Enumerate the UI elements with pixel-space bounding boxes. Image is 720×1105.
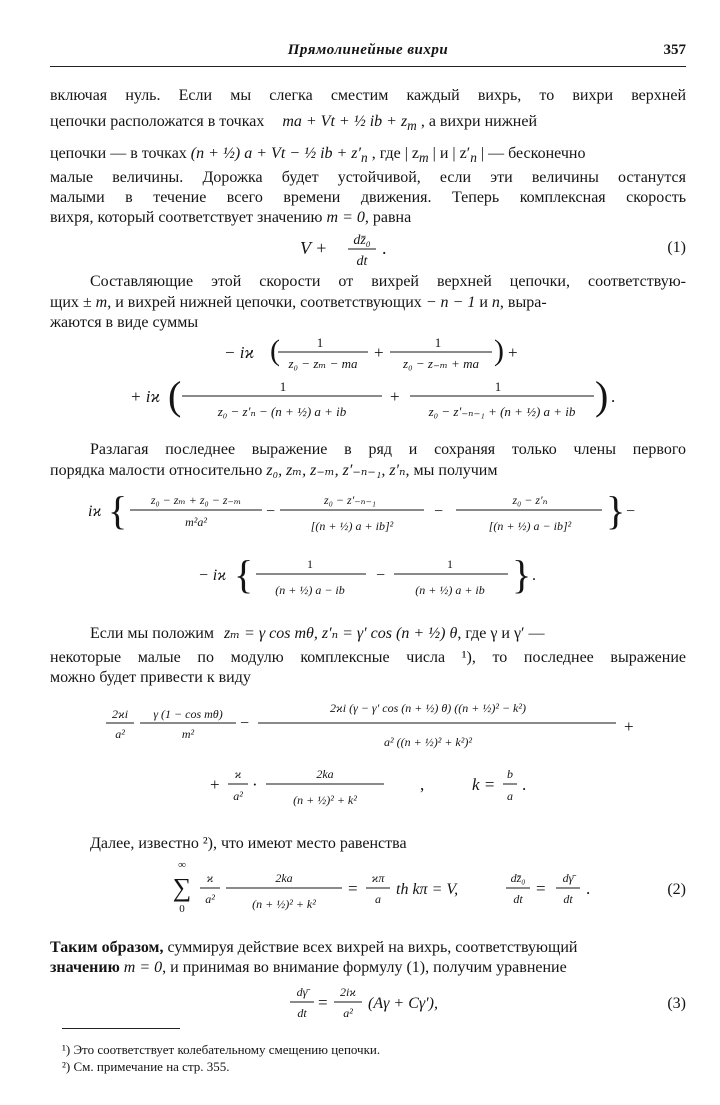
text: вихря, который соответствует значению xyxy=(50,209,323,226)
eq2-f1-num: ϰ xyxy=(206,871,214,885)
sum-r1-f1-den: z₀ − zₘ − ma xyxy=(288,356,358,371)
footnote-1: ¹) Это соответствует колебательному смещению цепочки. xyxy=(62,1042,381,1057)
plus: + xyxy=(624,717,634,736)
sum-r2-post: . xyxy=(611,387,616,406)
red-f2-den: m² xyxy=(181,727,195,741)
red-f4-den: a² xyxy=(233,789,243,803)
sum-sign: ∑ xyxy=(172,873,192,902)
eq2-tail: . xyxy=(586,879,591,898)
eq1-denominator: dt xyxy=(356,254,368,269)
footnote-rule xyxy=(62,1028,180,1029)
brace-right: } xyxy=(606,488,626,533)
text: щих xyxy=(50,294,79,311)
sum-r1-pre: − iϰ xyxy=(224,343,254,362)
k-tail: . xyxy=(522,775,527,794)
paragraph-1-line-6 xyxy=(50,208,686,228)
equals: = xyxy=(536,879,546,898)
inline-math: − n − 1 xyxy=(425,294,476,311)
eq2-f1-den: a² xyxy=(205,892,215,906)
paragraph-2-line-3: жаются в виде суммы xyxy=(50,314,199,331)
subscript-n: n xyxy=(361,150,368,166)
exp-r1-f2-den: [(n + ½) a + ib]² xyxy=(310,519,394,533)
eq3-rhs: (Aγ + Cγ′), xyxy=(368,995,439,1012)
subscript-m: m xyxy=(407,118,417,134)
eq2-f2-den: (n + ½)² + k² xyxy=(252,897,316,911)
paragraph-4-line-1 xyxy=(90,624,720,644)
brace-left: { xyxy=(234,552,254,597)
equation-2 xyxy=(170,856,610,928)
text: порядка малости относительно xyxy=(50,462,263,479)
reduced-expression xyxy=(100,688,660,820)
exp-r1-pre: iϰ xyxy=(88,503,102,520)
red-f4-num: ϰ xyxy=(234,767,242,781)
lower-chain-point: (n + ½) a + Vt − ½ ib + z′ xyxy=(190,145,362,162)
eq2-f2-num: 2ka xyxy=(275,871,293,885)
brace-right: } xyxy=(512,552,532,597)
running-header xyxy=(50,42,686,64)
inline-math: z₀, zₘ, z₋ₘ, z′₋ₙ₋₁, z′ₙ xyxy=(266,462,406,479)
text: цепочки — в точках xyxy=(50,145,187,162)
page-number: 357 xyxy=(663,42,686,58)
red-r2-pre: + xyxy=(210,775,220,794)
sum-r2-f2-num: 1 xyxy=(494,379,502,394)
sum-r2-pre: + iϰ xyxy=(130,387,160,406)
eq2-f5-den: dt xyxy=(563,892,573,906)
equals: = xyxy=(318,993,328,1012)
red-f3-num: 2ϰi (γ − γ′ cos (n + ½) θ) ((n + ½)² − k²) xyxy=(330,701,526,715)
running-title: Прямолинейные вихри xyxy=(287,42,449,58)
comma: , xyxy=(420,775,425,794)
dot: · xyxy=(252,775,258,794)
footnote-2: ²) См. примечание на стр. 355. xyxy=(62,1059,230,1074)
exp-r1-f2-num: z₀ − z′₋ₙ₋₁ xyxy=(324,493,376,507)
inline-math: m = 0 xyxy=(123,959,163,976)
k-den: a xyxy=(507,789,513,803)
exp-r1-f3-num: z₀ − z′ₙ xyxy=(512,493,548,507)
paren-right-big: ) xyxy=(595,373,609,418)
paragraph-1-line-1: включая нуль. Если мы слегка сместим каждый вихрь, то вихри верхней xyxy=(50,87,686,104)
sum-lower-limit: 0 xyxy=(179,903,185,915)
text: , равна xyxy=(364,209,412,226)
red-f3-den: a² ((n + ½)² + k²)² xyxy=(384,735,472,749)
eq2-f4-num: dz̄₀ xyxy=(510,871,526,885)
exp-r2-f1-num: 1 xyxy=(307,557,313,571)
text: , мы получим xyxy=(405,462,498,479)
exp-r1-f1-den: m²a² xyxy=(185,515,207,529)
exp-r1-post: − xyxy=(626,503,636,520)
sum-upper-limit: ∞ xyxy=(178,859,186,871)
red-f5-num: 2ka xyxy=(316,767,334,781)
paragraph-3-line-1: Разлагая последнее выражение в ряд и сохраняя только члены первого xyxy=(90,441,686,458)
inline-math: ± m xyxy=(82,294,108,311)
upper-chain-point: ma + Vt + ½ ib + z xyxy=(282,113,408,130)
exp-r1-f1-num: z₀ − zₘ + z₀ − z₋ₘ xyxy=(150,493,242,507)
equation-3-label: (3) xyxy=(667,995,686,1012)
minus: − xyxy=(434,503,444,520)
inline-math: m = 0 xyxy=(326,209,365,226)
sum-r2-f1-num: 1 xyxy=(279,379,287,394)
text: суммируя действие всех вихрей на вихрь, соответствующий xyxy=(167,939,578,956)
red-f2-num: γ (1 − cos mθ) xyxy=(153,707,223,721)
minus: − xyxy=(376,567,386,584)
exp-r2-pre: − iϰ xyxy=(198,567,227,584)
exp-r1-f3-den: [(n + ½) a − ib]² xyxy=(488,519,572,533)
red-f5-den: (n + ½)² + k² xyxy=(293,793,357,807)
text: , где γ и γ′ — xyxy=(457,625,545,642)
inline-math: zₘ = γ cos mθ, z′ₙ = γ′ cos (n + ½) θ xyxy=(223,625,458,642)
text: | и | z′ xyxy=(432,145,471,162)
text: , выра- xyxy=(499,294,547,311)
paragraph-1-line-4: малые величины. Дорожка будет устойчивой, если эти величины останутся xyxy=(50,169,686,186)
exp-r2-f2-num: 1 xyxy=(447,557,453,571)
paren-right: ) xyxy=(494,334,504,367)
red-f1-den: a² xyxy=(115,727,125,741)
paren-left-big: ( xyxy=(168,373,182,418)
eq3-f1-num: dγ̄ xyxy=(296,985,308,999)
paragraph-5-line-1: Далее, известно ²), что имеют место равенства xyxy=(90,835,407,852)
paragraph-3-line-2 xyxy=(50,461,686,481)
text: , и принимая во внимание формулу (1), получим уравнение xyxy=(162,959,567,976)
text-bold: Таким образом, xyxy=(50,939,164,956)
paragraph-2-line-2 xyxy=(50,293,686,313)
eq1-tail: . xyxy=(382,238,387,258)
header-rule xyxy=(50,66,686,67)
text: | — бесконечно xyxy=(480,145,586,162)
inline-math: n xyxy=(491,294,500,311)
paragraph-4-line-3: можно будет привести к виду xyxy=(50,669,251,686)
text: Если мы положим xyxy=(90,625,214,642)
paragraph-6-line-2 xyxy=(50,958,686,978)
eq2-f3-den: a xyxy=(375,892,381,906)
k-num: b xyxy=(507,767,513,781)
paragraph-4-line-2: некоторые малые по модулю комплексные числа ¹), то последнее выражение xyxy=(50,649,686,666)
sum-r1-f1-num: 1 xyxy=(316,335,324,350)
minus: − xyxy=(240,715,250,732)
exp-r2-f2-den: (n + ½) a + ib xyxy=(415,583,485,597)
paragraph-6-line-1 xyxy=(50,938,686,958)
eq1-numerator: dz̄₀ xyxy=(353,233,371,248)
eq2-f3-num: ϰπ xyxy=(371,871,385,885)
subscript-n: n xyxy=(470,150,477,166)
text: , где | z xyxy=(371,145,420,162)
sum-r1-f2-num: 1 xyxy=(434,335,442,350)
sum-r2-f2-den: z₀ − z′₋ₙ₋₁ + (n + ½) a + ib xyxy=(428,404,576,419)
plus: + xyxy=(374,343,384,362)
equation-1-label: (1) xyxy=(667,239,686,256)
paren-left: ( xyxy=(270,334,280,367)
plus: + xyxy=(390,387,400,406)
text: и xyxy=(479,294,488,311)
text: , а вихри нижней xyxy=(420,113,537,130)
text: , и вихрей нижней цепочки, соответствующих xyxy=(107,294,422,311)
eq2-th: th kπ = V, xyxy=(396,881,459,898)
paragraph-1-line-2 xyxy=(50,112,686,136)
text: цепочки расположатся в точках xyxy=(50,113,265,130)
exp-r2-post: . xyxy=(532,567,536,584)
expansion-expression xyxy=(80,484,660,610)
subscript-m: m xyxy=(419,150,429,166)
eq3-f2-den: a² xyxy=(343,1006,353,1020)
sum-r1-post: + xyxy=(508,343,518,362)
sum-r1-f2-den: z₀ − z₋ₘ + ma xyxy=(403,356,479,371)
minus: − xyxy=(266,503,276,520)
equals: = xyxy=(348,879,358,898)
sum-r2-f1-den: z₀ − z′ₙ − (n + ½) a + ib xyxy=(217,404,347,419)
paragraph-2-line-1: Составляющие этой скорости от вихрей верхней цепочки, соответствую- xyxy=(90,273,686,290)
eq3-f2-num: 2iϰ xyxy=(339,985,357,999)
eq3-f1-den: dt xyxy=(297,1006,307,1020)
equation-3 xyxy=(290,980,480,1024)
eq2-f4-den: dt xyxy=(513,892,523,906)
equation-1 xyxy=(300,228,440,270)
exp-r2-f1-den: (n + ½) a − ib xyxy=(275,583,345,597)
sum-expression xyxy=(120,330,640,432)
equation-2-label: (2) xyxy=(667,881,686,898)
red-f1-num: 2ϰi xyxy=(111,707,129,721)
eq1-lhs: V + xyxy=(300,238,328,258)
paragraph-1-line-3 xyxy=(50,144,686,168)
brace-left: { xyxy=(108,488,128,533)
text-bold: значению xyxy=(50,959,120,976)
k-lhs: k = xyxy=(472,775,496,794)
paragraph-1-line-5: малыми в течение всего времени движения. Теперь комплексная скорость xyxy=(50,189,686,206)
eq2-f5-num: dγ̄ xyxy=(562,871,574,885)
